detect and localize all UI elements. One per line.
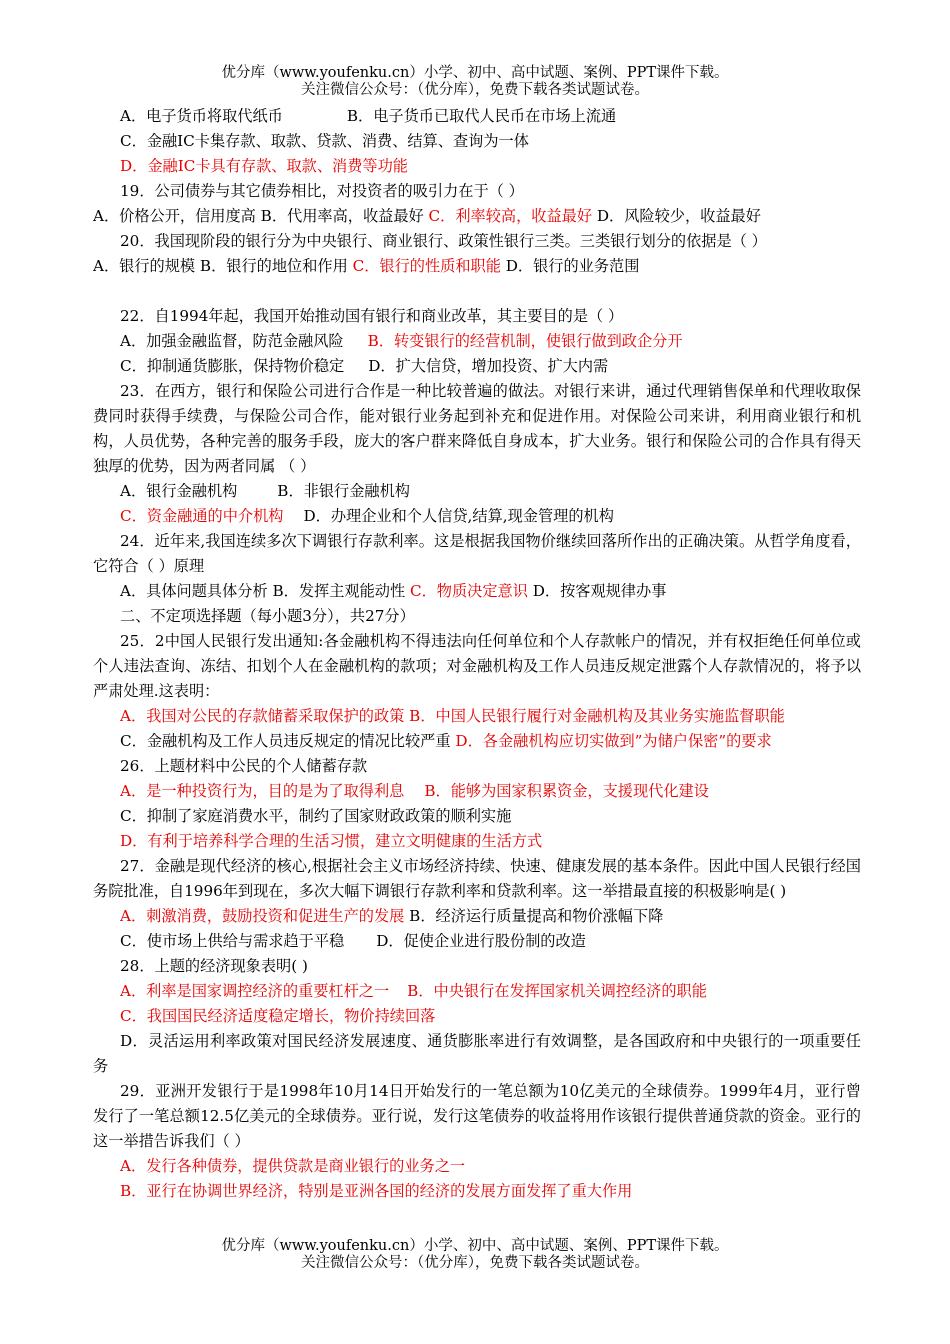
- q19-option-ab: A．价格公开，信用度高 B．代用率高，收益最好: [93, 207, 429, 225]
- q22-option-a: A．加强金融监督，防范金融风险: [120, 332, 344, 350]
- q24-options: [93, 579, 861, 604]
- q22-stem: 22．自1994年起，我国开始推动国有银行和商业改革，其主要目的是（ ）: [120, 307, 624, 325]
- q20-stem: 20．我国现阶段的银行分为中央银行、商业银行、政策性银行三类。三类银行划分的依据是（ ）: [120, 232, 767, 250]
- q26-stem: 26．上题材料中公民的个人储蓄存款: [120, 757, 368, 775]
- q18-option-d-answer: D．金融IC卡具有存款、取款、消费等功能: [120, 157, 408, 175]
- q24-option-c-answer: C．物质决定意识: [409, 582, 528, 600]
- blank-line: [93, 279, 861, 304]
- q27-option-c: C．使市场上供给与需求趋于平稳: [120, 932, 345, 950]
- exam-content: [93, 104, 861, 1204]
- q26-option-b-answer: B．能够为国家积累资金，支援现代化建设: [424, 782, 709, 800]
- section2-title: 二、不定项选择题（每小题3分），共27分）: [120, 607, 415, 625]
- q28-stem: 28．上题的经济现象表明( ): [120, 957, 308, 975]
- q25-option-d-answer: D．各金融机构应切实做到”为储户保密”的要求: [455, 732, 772, 750]
- q19-option-d: D．风险较少，收益最好: [592, 207, 761, 225]
- page-footer-line1: 优分库（www.youfenku.cn）小学、初中、高中试题、案例、PPT课件下载。: [221, 1238, 729, 1254]
- q26-options-ab-answer: [93, 779, 861, 804]
- q24-option-d: D．按客观规律办事: [527, 582, 667, 600]
- q19-option-c-answer: C．利率较高，收益最好: [428, 207, 593, 225]
- q22-options-cd: [93, 354, 861, 379]
- q25-option-ab-answer: A．我国对公民的存款储蓄采取保护的政策 B．中国人民银行履行对金融机构及其业务实施监督职能: [120, 707, 785, 725]
- q26-option-d-answer: D．有利于培养科学合理的生活习惯，建立文明健康的生活方式: [120, 832, 543, 850]
- q20-option-c-answer: C．银行的性质和职能: [352, 257, 501, 275]
- q29-stem: 29．亚洲开发银行于是1998年10月14日开始发行的一笔总额为10亿美元的全球债券。1999年4月，亚行曾发行了一笔总额12.5亿美元的全球债券。亚行说，发行这笔债券的收益将用作该银行提供普通贷款的资金。亚行的这一举措告诉我们（ ）: [93, 1082, 861, 1150]
- q28-option-c-answer: C．我国国民经济适度稳定增长，物价持续回落: [120, 1007, 436, 1025]
- q22-option-c: C．抑制通货膨胀，保持物价稳定: [120, 357, 345, 375]
- q23-option-b: B．非银行金融机构: [277, 482, 410, 500]
- q25-option-c: C．金融机构及工作人员违反规定的情况比较严重: [120, 732, 456, 750]
- q27-option-d: D．促使企业进行股份制的改造: [376, 932, 586, 950]
- q26-option-c: C．抑制了家庭消费水平，制约了国家财政政策的顺利实施: [120, 807, 512, 825]
- q26-option-a-answer: A．是一种投资行为，目的是为了取得利息: [120, 782, 405, 800]
- q24-option-ab: A．具体问题具体分析 B．发挥主观能动性: [120, 582, 410, 600]
- q29-option-b-answer: B．亚行在协调世界经济，特别是亚洲各国的经济的发展方面发挥了重大作用: [120, 1182, 633, 1200]
- page-header-line2: 关注微信公众号：（优分库），免费下载各类试题试卷。: [301, 82, 649, 98]
- page-header-line1: 优分库（www.youfenku.cn）小学、初中、高中试题、案例、PPT课件下载。: [221, 65, 729, 81]
- q22-option-d: D．扩大信贷，增加投资、扩大内需: [368, 357, 609, 375]
- q20-options: [93, 254, 861, 279]
- q23-options-cd: [93, 504, 861, 529]
- q22-option-b-answer: B．转变银行的经营机制，使银行做到政企分开: [367, 332, 683, 350]
- q28-option-b-answer: B．中央银行在发挥国家机关调控经济的职能: [407, 982, 707, 1000]
- q28-options-ab-answer: [93, 979, 861, 1004]
- q23-option-c-answer: C．资金融通的中介机构: [120, 507, 284, 525]
- q23-option-d: D．办理企业和个人信贷,结算,现金管理的机构: [303, 507, 614, 525]
- q27-options-ab: [93, 904, 861, 929]
- q18-option-a: A．电子货币将取代纸币: [120, 107, 283, 125]
- page-footer-line2: 关注微信公众号：（优分库），免费下载各类试题试卷。: [301, 1255, 649, 1271]
- q23-stem: 23．在西方，银行和保险公司进行合作是一种比较普遍的做法。对银行来讲，通过代理销售保单和代理收取保费同时获得手续费，与保险公司合作，能对银行业务起到补充和促进作用。对保险公司来讲，利用商业银行和机构，人员优势，各种完善的服务手段，庞大的客户群来降低自身成本，扩大业务。银行和保险公司的合作具有得天独厚的优势，因为两者同属 （ ）: [93, 382, 861, 475]
- q20-option-d: D．银行的业务范围: [500, 257, 640, 275]
- q19-stem: 19．公司债券与其它债券相比，对投资者的吸引力在于（ ）: [120, 182, 524, 200]
- q28-option-d: D．灵活运用利率政策对国民经济发展速度、通货膨胀率进行有效调整，是各国政府和中央银行的一项重要任务: [93, 1032, 861, 1075]
- q27-options-cd: [93, 929, 861, 954]
- q18-option-b: B．电子货币已取代人民币在市场上流通: [346, 107, 617, 125]
- q22-options-ab: [93, 329, 861, 354]
- q20-option-ab: A．银行的规模 B．银行的地位和作用: [93, 257, 353, 275]
- q27-option-b: B．经济运行质量提高和物价涨幅下降: [404, 907, 664, 925]
- q19-options: [93, 204, 861, 229]
- q18-option-c: C．金融IC卡集存款、取款、贷款、消费、结算、查询为一体: [120, 132, 529, 150]
- q23-options-ab: [93, 479, 861, 504]
- q24-stem: 24．近年来,我国连续多次下调银行存款利率。这是根据我国物价继续回落所作出的正确决策。从哲学角度看，它符合（ ）原理: [93, 532, 861, 575]
- q23-option-a: A．银行金融机构: [120, 482, 238, 500]
- q25-stem: 25．2中国人民银行发出通知:各金融机构不得违法向任何单位和个人存款帐户的情况，并有权拒绝任何单位或个人违法查询、冻结、扣划个人在金融机构的款项；对金融机构及工作人员违反规定泄露个人存款情况的，将予以严肃处理.这表明：: [93, 632, 861, 700]
- q25-options-cd: [93, 729, 861, 754]
- q18-options-ab: [93, 104, 861, 129]
- q27-option-a-answer: A．刺激消费，鼓励投资和促进生产的发展: [120, 907, 405, 925]
- q28-option-a-answer: A．利率是国家调控经济的重要杠杆之一: [120, 982, 390, 1000]
- q27-stem: 27．金融是现代经济的核心,根据社会主义市场经济持续、快速、健康发展的基本条件。因此中国人民银行经国务院批准，自1996年到现在，多次大幅下调银行存款利率和贷款利率。这一举措最直接的积极影响是( ): [93, 857, 861, 900]
- q29-option-a-answer: A．发行各种债券，提供贷款是商业银行的业务之一: [120, 1157, 466, 1175]
